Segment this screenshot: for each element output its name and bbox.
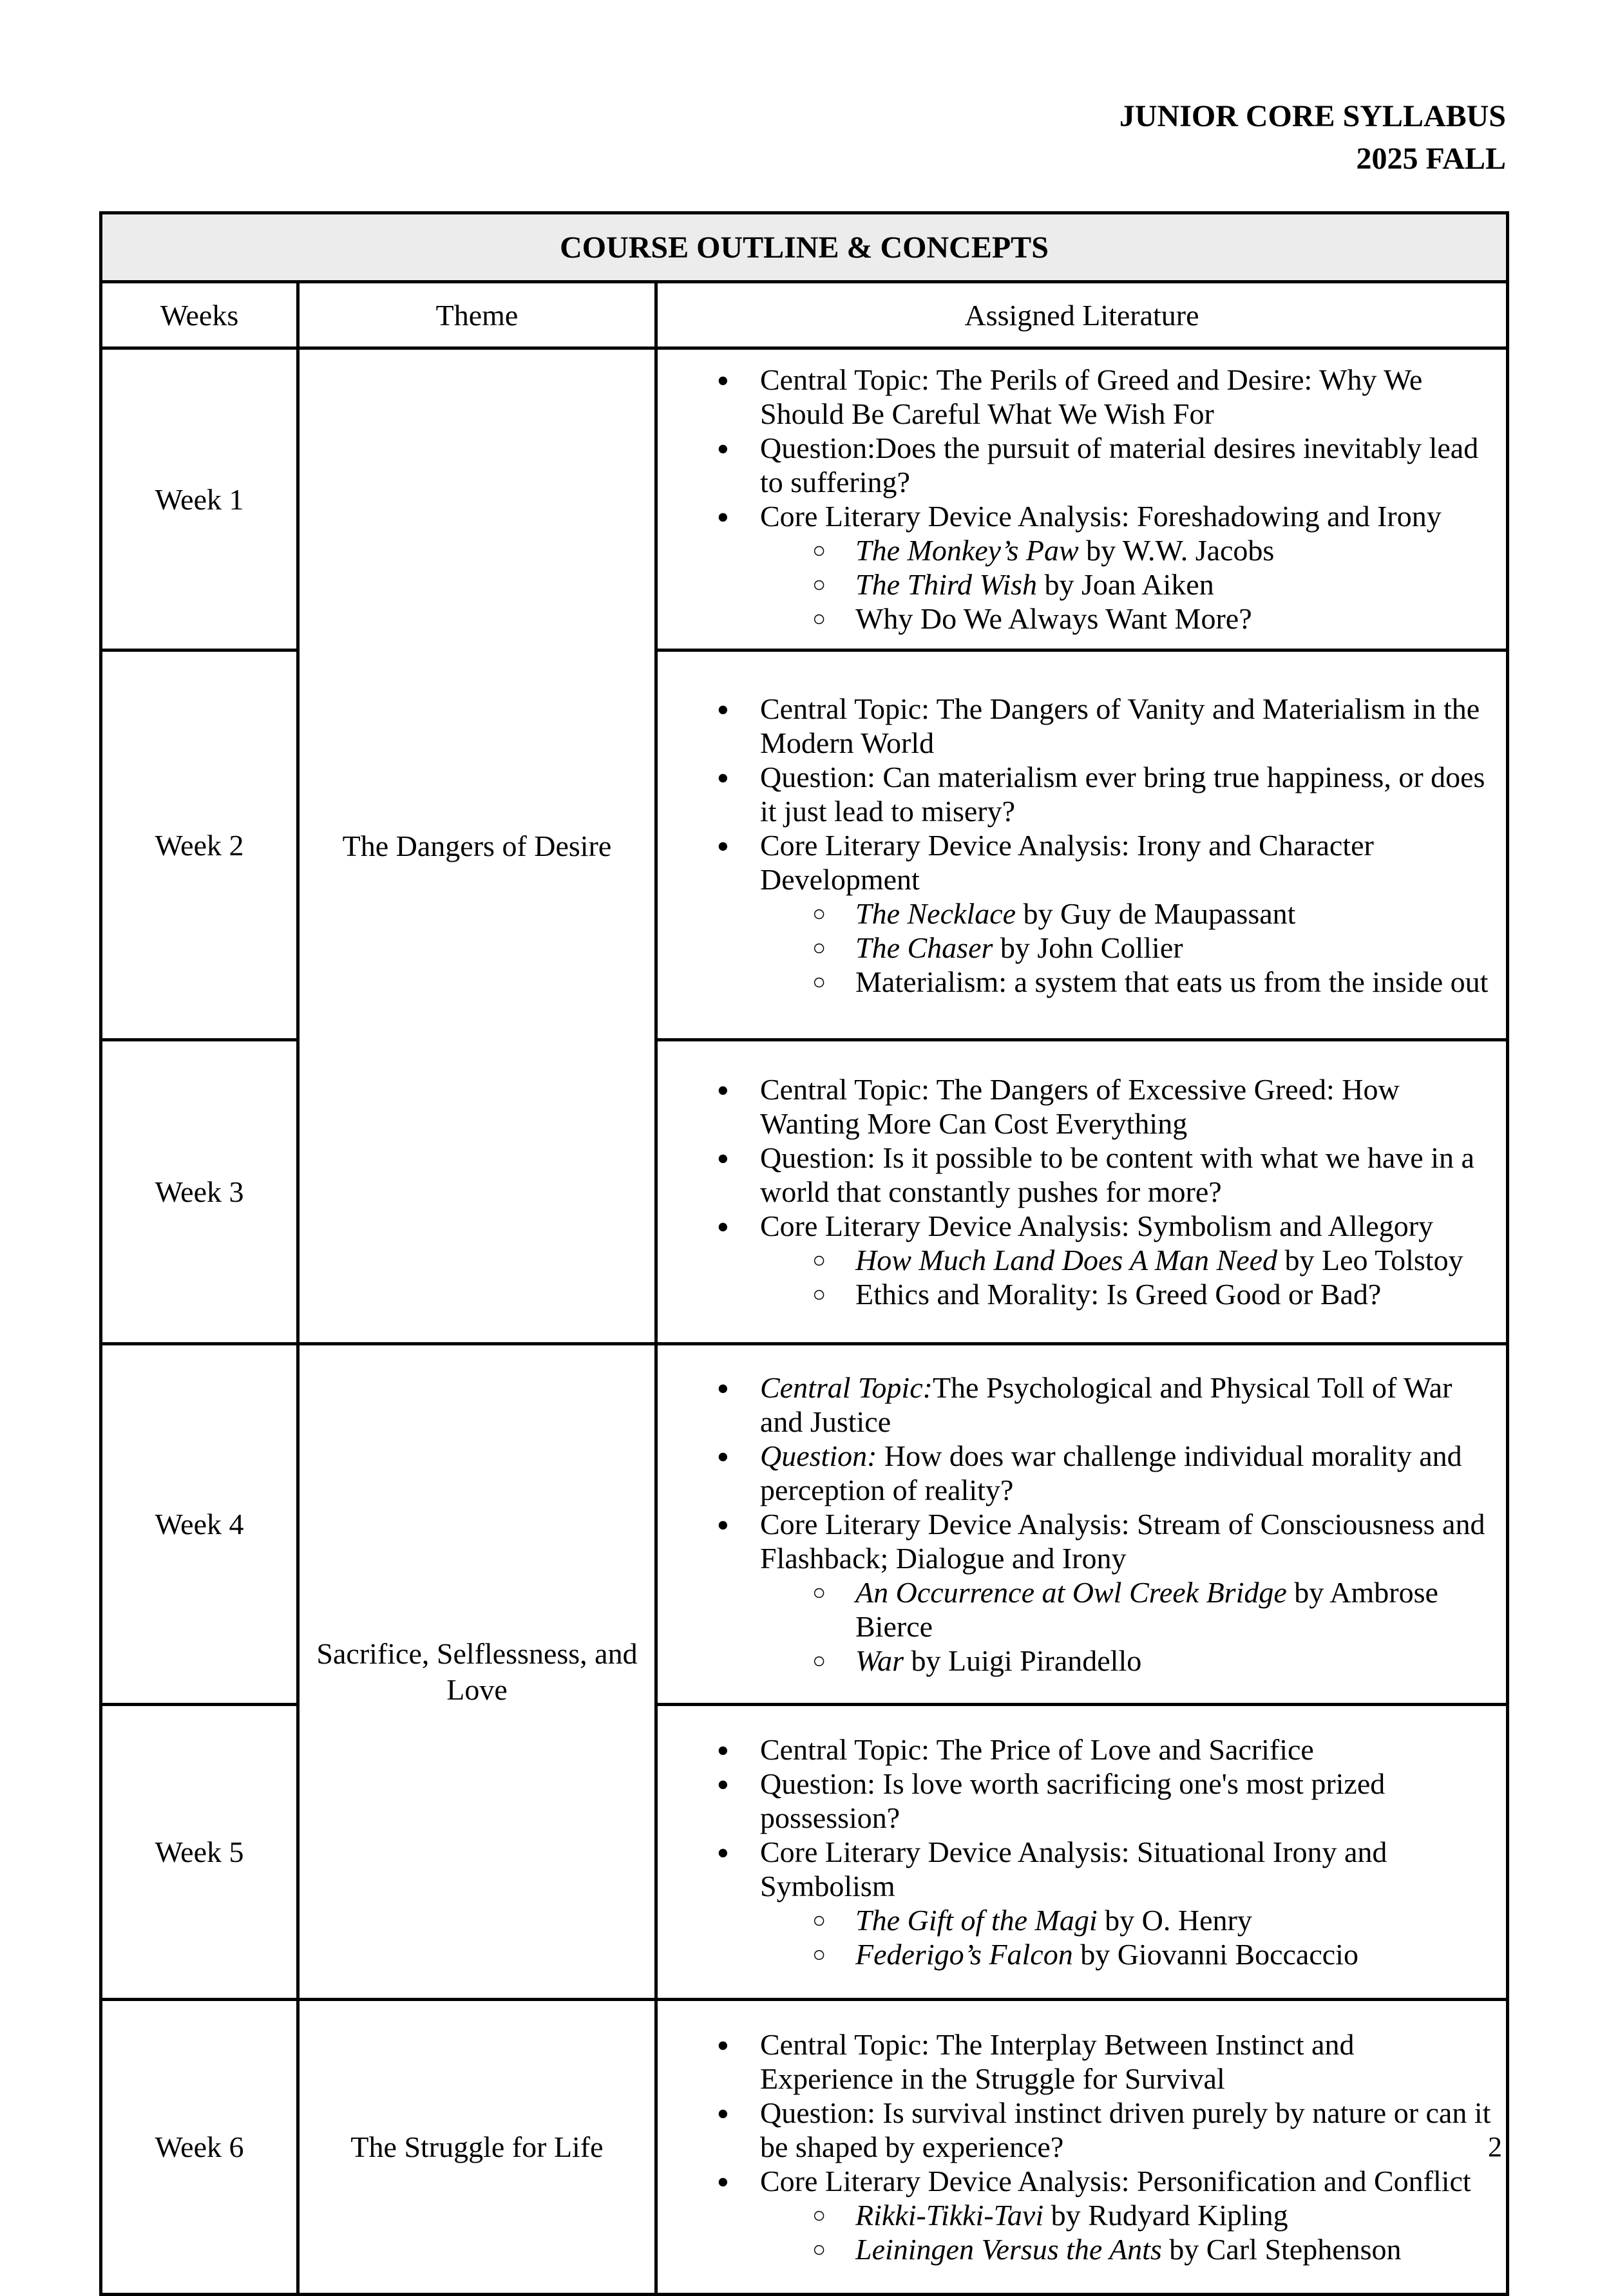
literature-item [658, 692, 1492, 760]
theme-cell: The Struggle for Life [298, 2000, 656, 2295]
literature-item [658, 1732, 1492, 1767]
literature-item [658, 2027, 1492, 2096]
literature-item-text: The Necklace by Guy de Maupassant [855, 897, 1296, 930]
literature-item-text: Rikki-Tikki-Tavi by Rudyard Kipling [855, 2199, 1288, 2232]
literature-item-text: Leiningen Versus the Ants by Carl Stephenson [855, 2233, 1402, 2266]
column-header-theme: Theme [298, 282, 656, 348]
literature-item [658, 965, 1492, 999]
literature-item [658, 1644, 1492, 1678]
literature-item [658, 1371, 1492, 1439]
literature-item [658, 1507, 1492, 1575]
literature-item [658, 1835, 1492, 1903]
literature-cell [656, 1040, 1508, 1344]
circle-bullet-icon: ○ [812, 1282, 826, 1307]
circle-bullet-icon: ○ [812, 969, 826, 994]
literature-item [658, 1209, 1492, 1243]
course-outline-table [99, 211, 1509, 2296]
literature-item-text: Materialism: a system that eats us from the inside out [855, 965, 1489, 998]
table-title: COURSE OUTLINE & CONCEPTS [101, 213, 1508, 282]
literature-item-text: Question: Is survival instinct driven purely by nature or can it be shaped by experience? [760, 2096, 1491, 2163]
literature-item-text: Central Topic: The Perils of Greed and Desire: Why We Should Be Careful What We Wish For [760, 363, 1423, 430]
literature-item-text: The Gift of the Magi by O. Henry [855, 1904, 1252, 1937]
literature-item [658, 2164, 1492, 2198]
theme-cell: Sacrifice, Selflessness, and Love [298, 1344, 656, 2000]
literature-item-text: Central Topic:The Psychological and Physical Toll of War and Justice [760, 1371, 1452, 1438]
disc-bullet-icon: ● [717, 2102, 729, 2124]
disc-bullet-icon: ● [717, 368, 729, 391]
disc-bullet-icon: ● [717, 1146, 729, 1169]
literature-item-text: Core Literary Device Analysis: Situational Irony and Symbolism [760, 1836, 1387, 1902]
literature-item [658, 2096, 1492, 2164]
disc-bullet-icon: ● [717, 2033, 729, 2056]
literature-item [658, 1767, 1492, 1835]
page-number: 2 [1488, 2131, 1502, 2163]
circle-bullet-icon: ○ [812, 538, 826, 563]
table-row [101, 1344, 1508, 1705]
literature-item [658, 1072, 1492, 1141]
circle-bullet-icon: ○ [812, 935, 826, 960]
table-title-row [101, 213, 1508, 282]
disc-bullet-icon: ● [717, 1078, 729, 1101]
header-term-line: 2025 FALL [1356, 142, 1506, 176]
week-cell: Week 4 [101, 1344, 298, 1705]
literature-item-text: How Much Land Does A Man Need by Leo Tolstoy [855, 1244, 1463, 1276]
disc-bullet-icon: ● [717, 2170, 729, 2192]
column-header-row [101, 282, 1508, 348]
literature-item-text: Question: Is it possible to be content with what we have in a world that constantly pushes for more? [760, 1141, 1474, 1208]
week-cell: Week 5 [101, 1705, 298, 2000]
literature-item-text: Central Topic: The Dangers of Vanity and Materialism in the Modern World [760, 692, 1480, 759]
circle-bullet-icon: ○ [812, 572, 826, 597]
circle-bullet-icon: ○ [812, 1908, 826, 1933]
literature-item [658, 1243, 1492, 1277]
circle-bullet-icon: ○ [812, 1648, 826, 1673]
literature-item [658, 533, 1492, 567]
literature-list [658, 1732, 1492, 1971]
literature-item-text: Core Literary Device Analysis: Stream of Consciousness and Flashback; Dialogue and Irony [760, 1508, 1485, 1575]
document-header [1119, 95, 1506, 180]
literature-item-text: War by Luigi Pirandello [855, 1644, 1142, 1677]
circle-bullet-icon: ○ [812, 900, 826, 926]
literature-item-text: Question: Can materialism ever bring true happiness, or does it just lead to misery? [760, 760, 1485, 828]
disc-bullet-icon: ● [717, 1772, 729, 1795]
literature-list [658, 363, 1492, 636]
disc-bullet-icon: ● [717, 505, 729, 527]
disc-bullet-icon: ● [717, 437, 729, 459]
literature-item [658, 1141, 1492, 1209]
table-row [101, 2000, 1508, 2295]
circle-bullet-icon: ○ [812, 1580, 826, 1605]
literature-item-text: Why Do We Always Want More? [855, 602, 1252, 635]
disc-bullet-icon: ● [717, 697, 729, 720]
theme-cell: The Dangers of Desire [298, 348, 656, 1344]
literature-item-text: Core Literary Device Analysis: Foreshadowing and Irony [760, 500, 1442, 533]
circle-bullet-icon: ○ [812, 2237, 826, 2262]
literature-list [658, 2027, 1492, 2266]
literature-item [658, 1903, 1492, 1937]
literature-item-text: Question: Is love worth sacrificing one's most prized possession? [760, 1767, 1386, 1834]
literature-item [658, 363, 1492, 431]
literature-item [658, 931, 1492, 965]
literature-item-text: Federigo’s Falcon by Giovanni Boccaccio [855, 1938, 1358, 1971]
literature-list [658, 692, 1492, 999]
literature-item [658, 499, 1492, 533]
literature-cell [656, 650, 1508, 1040]
literature-item [658, 1277, 1492, 1311]
disc-bullet-icon: ● [717, 1215, 729, 1237]
circle-bullet-icon: ○ [812, 1942, 826, 1967]
literature-cell [656, 1344, 1508, 1705]
literature-list [658, 1371, 1492, 1678]
literature-item-text: Core Literary Device Analysis: Irony and Character Development [760, 828, 1374, 896]
literature-item-text: Question: How does war challenge individual morality and perception of reality? [760, 1439, 1462, 1506]
circle-bullet-icon: ○ [812, 606, 826, 631]
literature-item [658, 2232, 1492, 2266]
literature-item-text: Central Topic: The Price of Love and Sacrifice [760, 1733, 1314, 1766]
circle-bullet-icon: ○ [812, 2203, 826, 2228]
disc-bullet-icon: ● [717, 833, 729, 857]
literature-item-text: The Chaser by John Collier [855, 931, 1183, 964]
literature-item [658, 567, 1492, 602]
literature-item-text: Question:Does the pursuit of material desires inevitably lead to suffering? [760, 432, 1479, 498]
week-cell: Week 1 [101, 348, 298, 650]
literature-item [658, 1937, 1492, 1971]
literature-item-text: Central Topic: The Interplay Between Instinct and Experience in the Struggle for Survival [760, 2028, 1355, 2095]
literature-item-text: Core Literary Device Analysis: Personification and Conflict [760, 2165, 1471, 2197]
literature-item [658, 2198, 1492, 2232]
literature-cell [656, 2000, 1508, 2295]
header-title-line: JUNIOR CORE SYLLABUS [1119, 99, 1506, 133]
disc-bullet-icon: ● [717, 1841, 729, 1863]
literature-item-text: The Monkey’s Paw by W.W. Jacobs [855, 534, 1275, 567]
disc-bullet-icon: ● [717, 1445, 729, 1467]
literature-item [658, 828, 1492, 897]
disc-bullet-icon: ● [717, 1376, 729, 1399]
disc-bullet-icon: ● [717, 765, 729, 788]
literature-item-text: Central Topic: The Dangers of Excessive Greed: How Wanting More Can Cost Everything [760, 1073, 1400, 1140]
literature-item [658, 760, 1492, 828]
literature-cell [656, 348, 1508, 650]
table-row [101, 348, 1508, 650]
literature-item-text: An Occurrence at Owl Creek Bridge by Ambrose Bierce [855, 1576, 1438, 1643]
literature-item-text: Core Literary Device Analysis: Symbolism and Allegory [760, 1210, 1434, 1242]
literature-cell [656, 1705, 1508, 2000]
week-cell: Week 6 [101, 2000, 298, 2295]
literature-item-text: Ethics and Morality: Is Greed Good or Bad? [855, 1278, 1382, 1311]
literature-item [658, 1439, 1492, 1507]
column-header-literature: Assigned Literature [656, 282, 1508, 348]
literature-item [658, 602, 1492, 636]
disc-bullet-icon: ● [717, 1513, 729, 1535]
literature-item [658, 897, 1492, 931]
disc-bullet-icon: ● [717, 1738, 729, 1761]
week-cell: Week 2 [101, 650, 298, 1040]
circle-bullet-icon: ○ [812, 1248, 826, 1273]
literature-item-text: The Third Wish by Joan Aiken [855, 568, 1214, 601]
column-header-weeks: Weeks [101, 282, 298, 348]
week-cell: Week 3 [101, 1040, 298, 1344]
literature-item [658, 431, 1492, 499]
literature-list [658, 1072, 1492, 1311]
literature-item [658, 1575, 1492, 1644]
